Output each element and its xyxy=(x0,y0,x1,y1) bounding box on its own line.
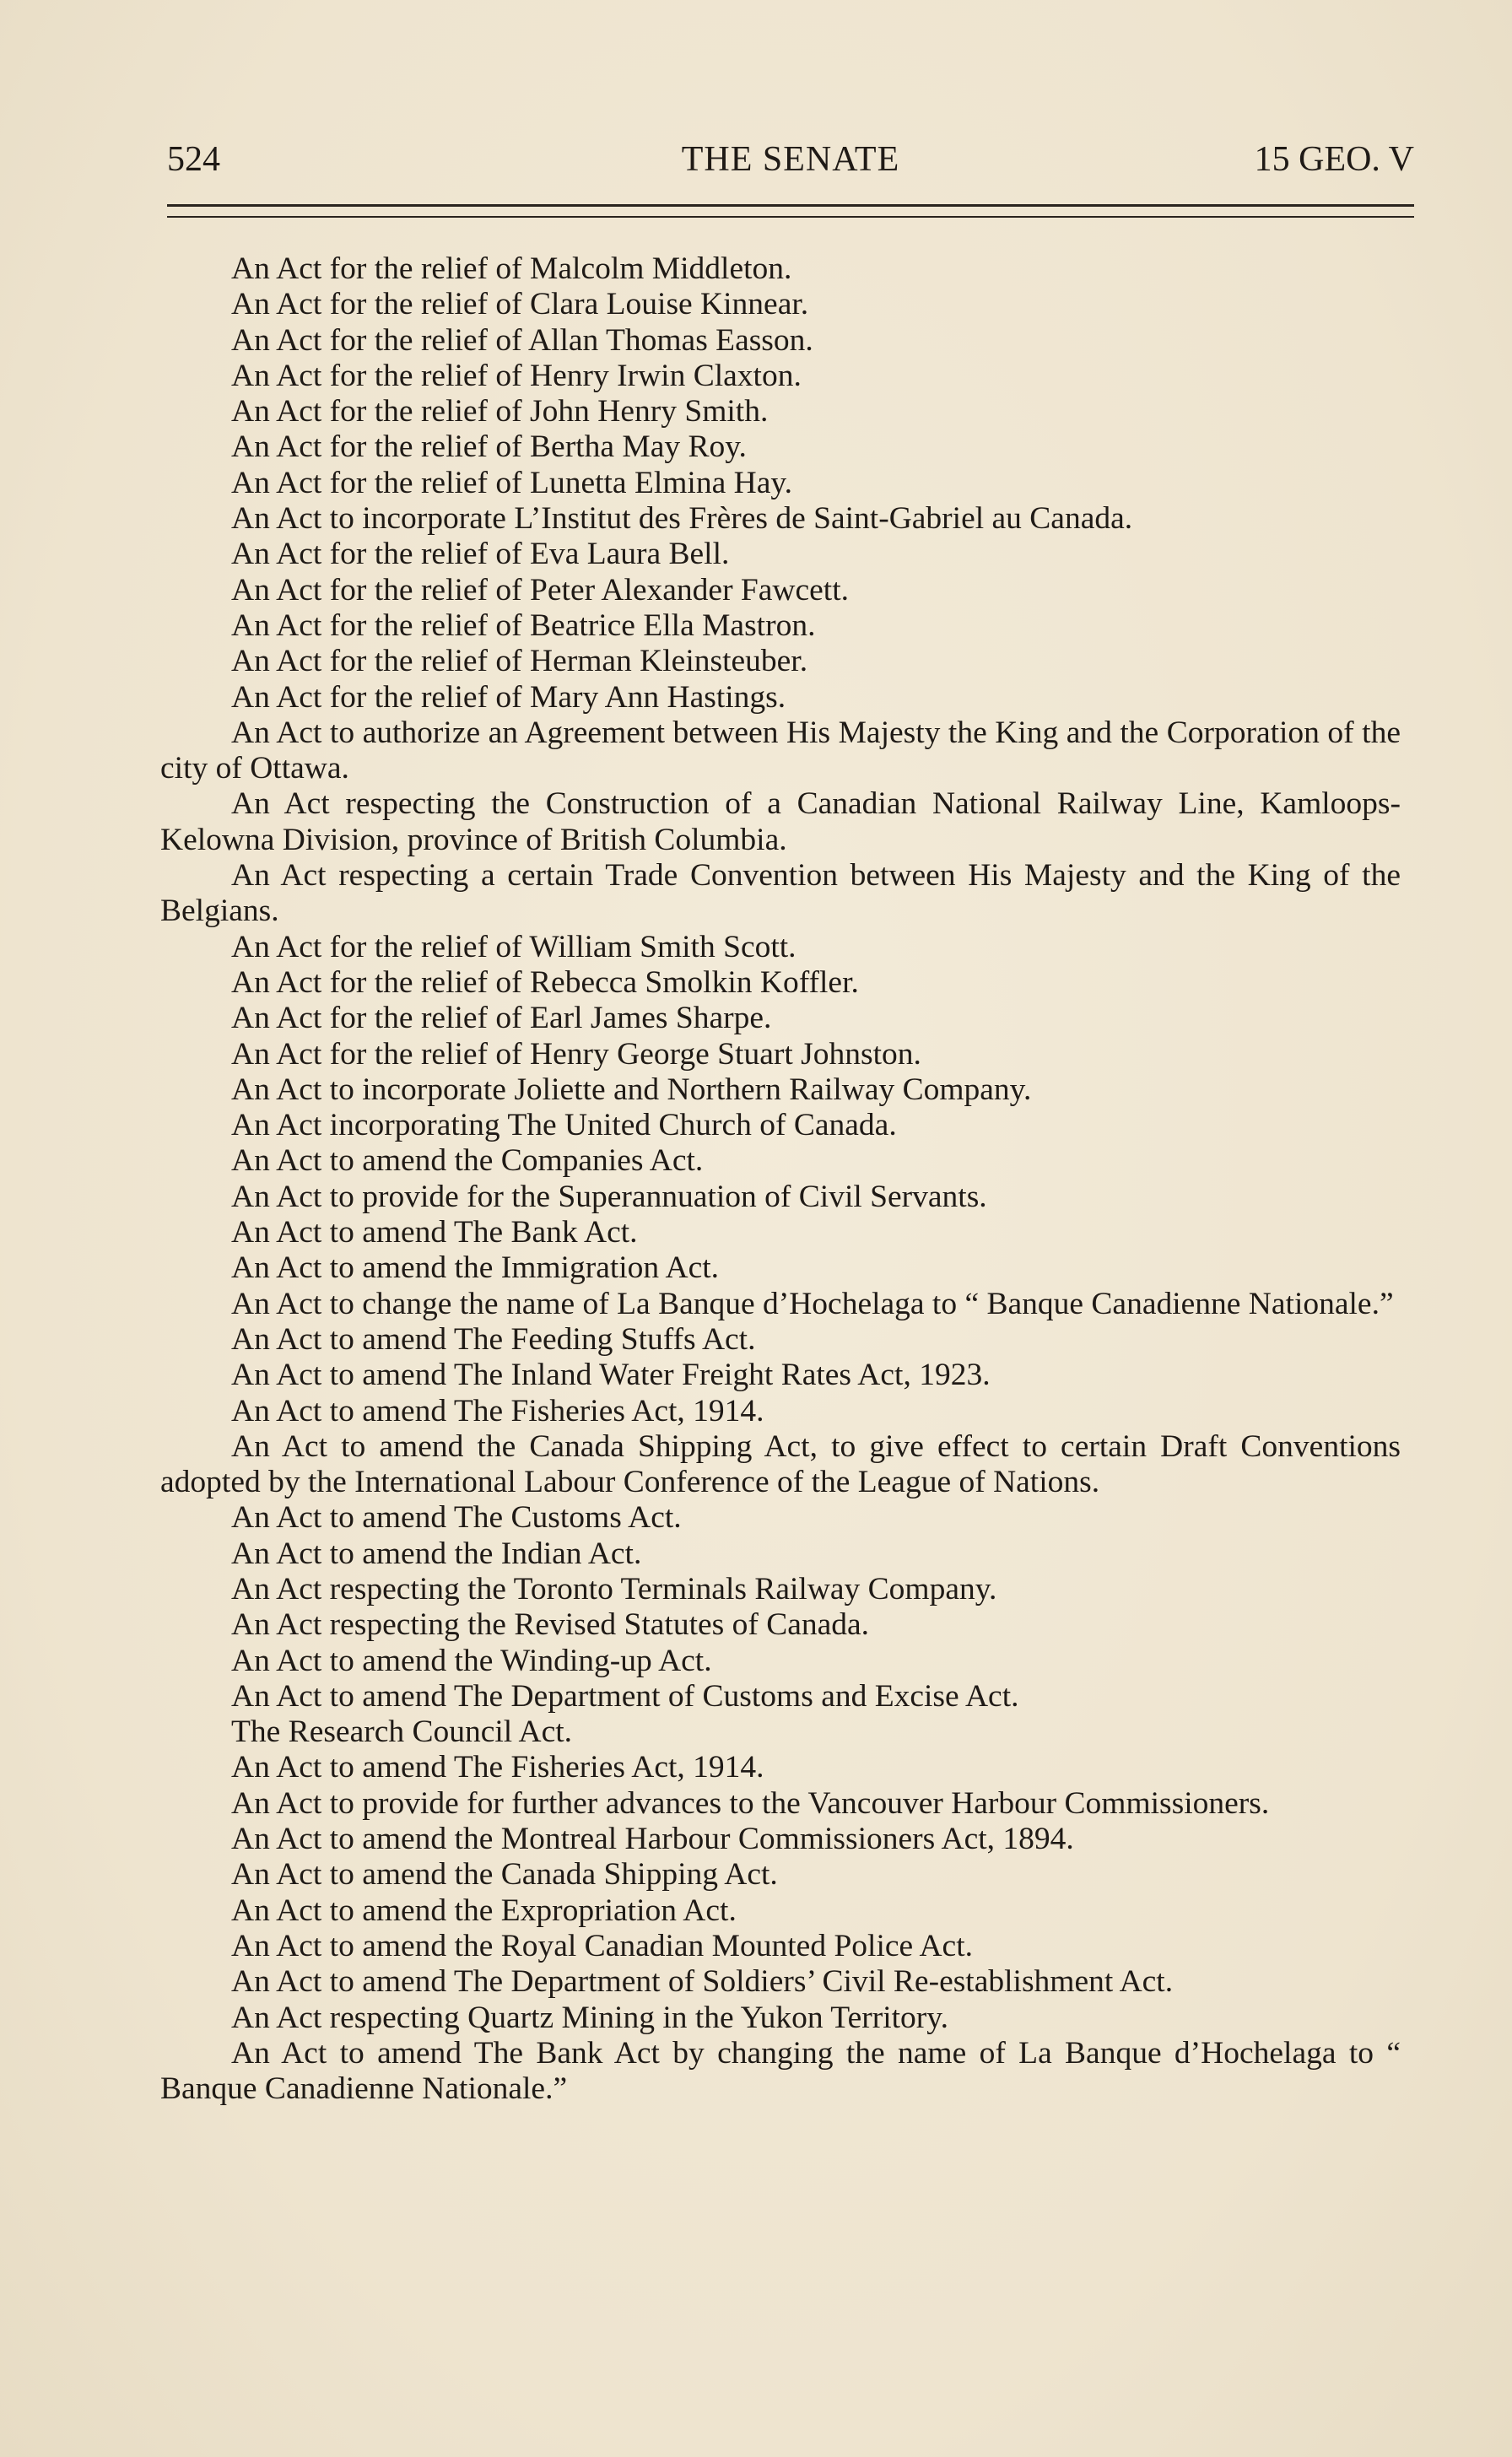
act-entry: An Act for the relief of Beatrice Ella Mastron. xyxy=(231,608,816,643)
act-entry: An Act for the relief of Herman Kleinsteuber. xyxy=(231,644,808,679)
act-entry: An Act to amend The Customs Act. xyxy=(231,1500,682,1536)
act-entry: An Act to provide for further advances to the Vancouver Harbour Commissioners. xyxy=(231,1785,1270,1821)
act-entry: An Act to amend The Fisheries Act, 1914. xyxy=(231,1393,764,1428)
act-entry: An Act respecting the Toronto Terminals Railway Company. xyxy=(231,1571,997,1606)
act-entry: An Act to authorize an Agreement between His Majesty the King and the Corporation of the city of Ottawa. xyxy=(160,715,1401,786)
act-entry: An Act to amend the Companies Act. xyxy=(231,1143,704,1179)
act-entry: An Act for the relief of Earl James Sharpe. xyxy=(231,1001,772,1036)
act-entry: An Act to amend The Bank Act by changing the name of La Banque d’Hochelaga to “ Banque Canadienne Nationale.” xyxy=(160,2035,1401,2107)
act-entry: An Act to amend The Feeding Stuffs Act. xyxy=(231,1321,756,1357)
act-entry: An Act for the relief of Eva Laura Bell. xyxy=(231,537,730,572)
page-header xyxy=(167,139,1414,190)
act-entry: An Act to amend The Fisheries Act, 1914. xyxy=(231,1750,764,1785)
act-entry: An Act respecting Quartz Mining in the Yukon Territory. xyxy=(231,2000,948,2035)
act-entry: An Act to amend The Department of Customs and Excise Act. xyxy=(231,1678,1019,1714)
act-entry: An Act for the relief of Rebecca Smolkin Koffler. xyxy=(231,964,859,1000)
act-entry: An Act to change the name of La Banque d’Hochelaga to “ Banque Canadienne Nationale.” xyxy=(231,1286,1394,1321)
act-entry: An Act to amend the Expropriation Act. xyxy=(231,1893,737,1928)
act-entry: An Act to amend The Department of Soldiers’ Civil Re-establishment Act. xyxy=(231,1964,1174,2000)
act-entry: An Act to amend the Canada Shipping Act, to give effect to certain Draft Conventions adopted by the International Labour Conference of the League of Nations. xyxy=(160,1428,1401,1500)
act-entry: An Act for the relief of Clara Louise Kinnear. xyxy=(231,287,809,322)
act-entry: An Act to amend the Winding-up Act. xyxy=(231,1643,712,1678)
act-entry: An Act to amend the Immigration Act. xyxy=(231,1250,720,1286)
act-entry: An Act to amend the Indian Act. xyxy=(231,1536,642,1571)
act-entry: An Act to incorporate Joliette and Northern Railway Company. xyxy=(231,1072,1032,1107)
act-entry: An Act for the relief of Malcolm Middleton. xyxy=(231,251,792,286)
act-entry: An Act for the relief of John Henry Smith. xyxy=(231,394,769,429)
act-entry: An Act respecting the Construction of a Canadian National Railway Line, Kamloops-Kelowna Division, province of British Columbia. xyxy=(160,786,1401,857)
act-entry: An Act to amend The Bank Act. xyxy=(231,1215,638,1250)
act-list xyxy=(160,251,1401,2107)
act-entry: An Act to amend the Montreal Harbour Commissioners Act, 1894. xyxy=(231,1822,1074,1857)
act-entry: An Act to incorporate L’Institut des Frères de Saint-Gabriel au Canada. xyxy=(231,501,1133,537)
act-entry: An Act to amend the Canada Shipping Act. xyxy=(231,1857,778,1893)
act-entry: An Act respecting the Revised Statutes of Canada. xyxy=(231,1607,870,1643)
act-entry: An Act incorporating The United Church of Canada. xyxy=(231,1108,897,1143)
act-entry: An Act for the relief of Henry Irwin Claxton. xyxy=(231,358,802,393)
act-entry: An Act for the relief of Peter Alexander Fawcett. xyxy=(231,572,850,608)
act-entry: An Act respecting a certain Trade Convention between His Majesty and the King of the Belgians. xyxy=(160,858,1401,929)
header-rule-top xyxy=(167,204,1414,207)
header-rule-bottom xyxy=(167,216,1414,218)
act-entry: An Act to provide for the Superannuation of Civil Servants. xyxy=(231,1179,987,1214)
running-title: THE SENATE xyxy=(681,140,900,179)
act-entry: An Act for the relief of Henry George Stuart Johnston. xyxy=(231,1036,921,1072)
regnal-year: 15 GEO. V xyxy=(1254,140,1414,179)
act-entry: An Act to amend the Royal Canadian Mounted Police Act. xyxy=(231,1928,973,1963)
act-entry: An Act for the relief of Mary Ann Hastings. xyxy=(231,679,786,715)
act-entry: An Act for the relief of Lunetta Elmina Hay. xyxy=(231,465,793,500)
page-number: 524 xyxy=(167,140,220,179)
act-entry: An Act for the relief of Bertha May Roy. xyxy=(231,429,747,465)
act-entry: An Act for the relief of William Smith Scott. xyxy=(231,929,796,964)
act-entry: An Act for the relief of Allan Thomas Easson. xyxy=(231,322,813,358)
act-entry: The Research Council Act. xyxy=(231,1714,573,1750)
act-entry: An Act to amend The Inland Water Freight Rates Act, 1923. xyxy=(231,1358,991,1393)
